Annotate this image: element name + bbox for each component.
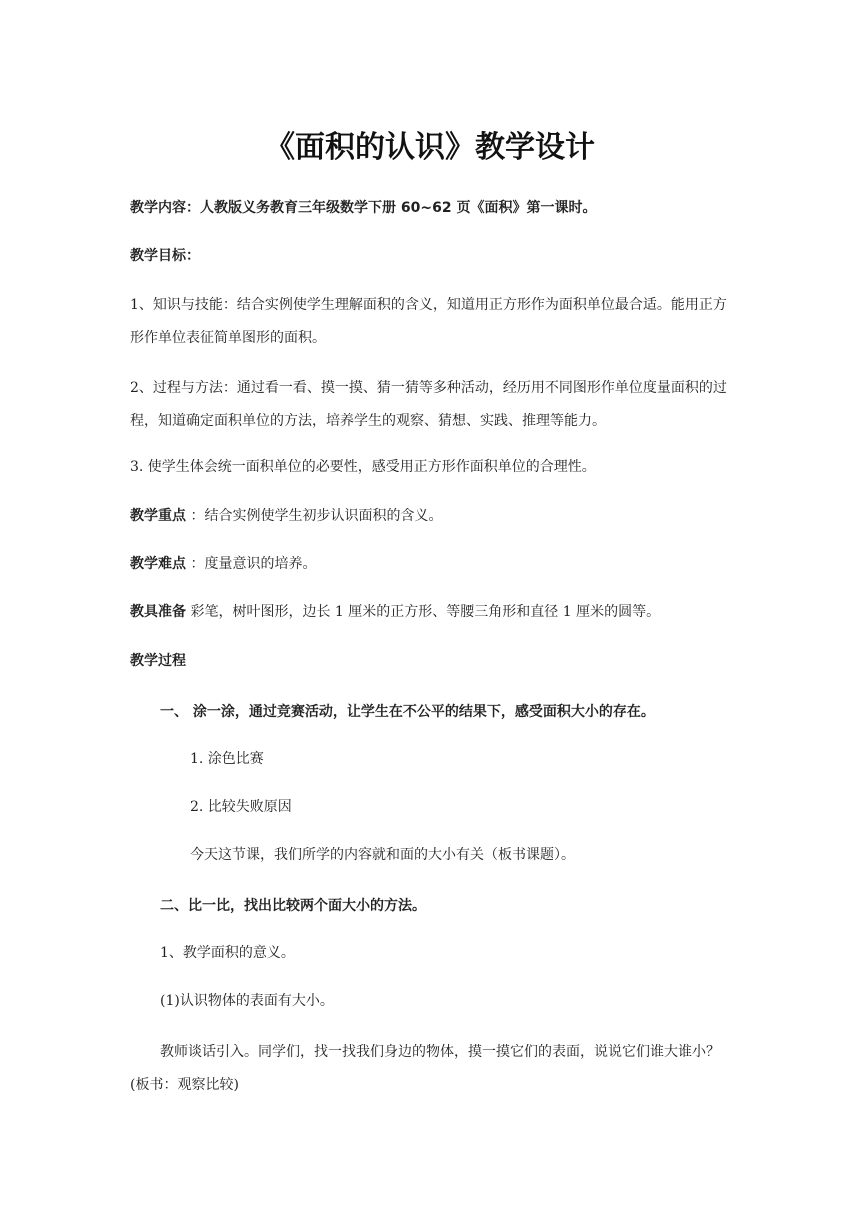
section-1-heading: 一、 涂一涂，通过竞赛活动，让学生在不公平的结果下，感受面积大小的存在。 [160,704,655,720]
key-point-label: 教学重点 [130,508,186,524]
objectives-heading: 教学目标： [130,248,200,264]
difficulty [130,554,732,575]
objective-2: 2、过程与方法：通过看一看、摸一摸、猜一猜等多种活动，经历用不同图形作单位度量面积的过程，知道确定面积单位的方法，培养学生的观察、猜想、实践、推理等能力。 [130,380,727,429]
key-point [130,506,732,527]
section-2-paragraph: 教师谈话引入。同学们，找一找我们身边的物体，摸一摸它们的表面，说说它们谁大谁小？ (板书：观察比较) [130,1044,720,1093]
objective-1: 1、知识与技能：结合实例使学生理解面积的含义，知道用正方形作为面积单位最合适。能用正方形作单位表征简单图形的面积。 [130,297,727,346]
section-1-item-1: 1. 涂色比赛 [190,751,264,767]
difficulty-label: 教学难点 [130,556,186,572]
document-title: 《面积的认识》教学设计 [265,130,595,165]
materials-text: 彩笔，树叶图形，边长 1 厘米的正方形、等腰三角形和直径 1 厘米的圆等。 [186,604,661,620]
section-2-sub-1: 1、教学面积的意义。 [160,945,295,961]
section-2-sub-1a: (1)认识物体的表面有大小。 [160,993,334,1009]
section-1-note: 今天这节课，我们所学的内容就和面的大小有关（板书课题）。 [190,847,575,863]
materials-label: 教具准备 [130,604,186,620]
section-1-item-2: 2. 比较失败原因 [190,799,292,815]
section-2-heading: 二、比一比，找出比较两个面大小的方法。 [160,898,426,914]
process-heading: 教学过程 [130,653,186,669]
key-point-text: ：结合实例使学生初步认识面积的含义。 [186,508,443,524]
teaching-content: 教学内容：人教版义务教育三年级数学下册 60~62 页《面积》第一课时。 [130,200,597,216]
materials [130,602,732,623]
difficulty-text: ：度量意识的培养。 [186,556,317,572]
objective-3: 3. 使学生体会统一面积单位的必要性，感受用正方形作面积单位的合理性。 [130,459,596,475]
